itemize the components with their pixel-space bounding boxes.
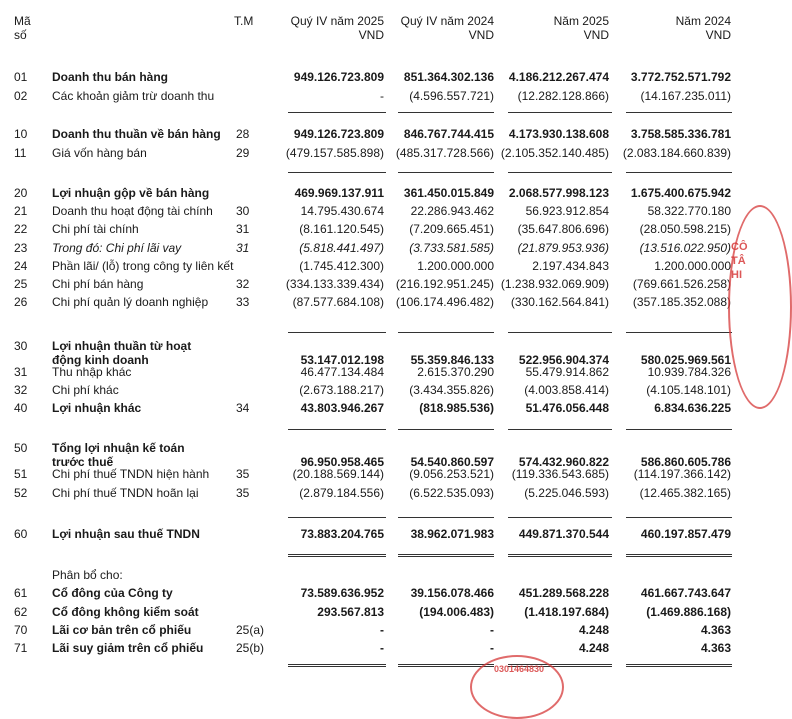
table-row [0, 526, 744, 543]
table-row [0, 338, 744, 367]
cell-q4-2025: 53.147.012.198 [300, 353, 384, 367]
cell-q4-2025: (1.745.412.300) [299, 259, 384, 273]
cell-q4-2024: (7.209.665.451) [409, 222, 494, 236]
company-seal-side [728, 205, 792, 409]
cell-year-2025: (12.282.128.866) [517, 89, 609, 103]
cell-year-2025: 449.871.370.544 [518, 527, 609, 541]
cell-q4-2024: - [490, 623, 494, 637]
table-row [0, 466, 744, 483]
cell-year-2025: (1.238.932.069.909) [500, 277, 609, 291]
header-col1-title: Quý IV năm 2025 [290, 14, 384, 28]
cell-q4-2025: (479.157.585.898) [285, 146, 384, 160]
table-row [0, 203, 744, 220]
seal-side-text: CÔ TÂ HI [731, 241, 748, 281]
cell-q4-2024: (4.596.557.721) [409, 89, 494, 103]
cell-q4-2025: (20.188.569.144) [292, 467, 384, 481]
header-col2-title: Quý IV năm 2024 [400, 14, 494, 28]
row-code: 11 [14, 146, 27, 160]
cell-year-2025: 522.956.904.374 [518, 353, 609, 367]
cell-q4-2025: 949.126.723.809 [293, 70, 384, 84]
table-row [0, 185, 744, 202]
cell-q4-2024: - [490, 641, 494, 655]
row-label: Phân bổ cho: [52, 568, 123, 582]
cell-year-2024: 1.675.400.675.942 [630, 186, 731, 200]
table-row [0, 485, 744, 502]
cell-year-2024: (769.661.526.258) [632, 277, 731, 291]
row-code: 31 [14, 365, 28, 379]
row-label: Chi phí quản lý doanh nghiệp [52, 295, 209, 309]
cell-year-2025: 574.432.960.822 [518, 455, 609, 469]
cell-q4-2024: (6.522.535.093) [409, 486, 494, 500]
cell-year-2025: (5.225.046.593) [524, 486, 609, 500]
cell-q4-2024: 22.286.943.462 [410, 204, 494, 218]
row-note: 35 [236, 467, 250, 481]
cell-year-2024: 1.200.000.000 [654, 259, 731, 273]
cell-year-2024: 10.939.784.326 [647, 365, 731, 379]
row-label: Chi phí khác [52, 383, 119, 397]
row-label: Chi phí thuế TNDN hoãn lại [52, 486, 199, 500]
cell-year-2024: 4.363 [700, 641, 731, 655]
row-code: 71 [14, 641, 28, 655]
row-code: 21 [14, 204, 28, 218]
cell-year-2025: 51.476.056.448 [525, 401, 609, 415]
row-note: 33 [236, 295, 250, 309]
cell-q4-2025: (5.818.441.497) [299, 241, 384, 255]
table-row [0, 126, 744, 143]
row-label: Lãi cơ bản trên cổ phiếu [52, 623, 192, 637]
row-label: Lợi nhuận gộp về bán hàng [52, 186, 210, 200]
cell-q4-2024: 39.156.078.466 [410, 586, 494, 600]
cell-year-2024: (28.050.598.215) [639, 222, 731, 236]
row-code: 30 [14, 339, 28, 353]
header-code-line2: số [14, 28, 27, 42]
cell-year-2024: (4.105.148.101) [646, 383, 731, 397]
row-code: 10 [14, 127, 28, 141]
row-label: Lợi nhuận thuần từ hoạt [52, 339, 192, 353]
cell-year-2024: 3.758.585.336.781 [630, 127, 731, 141]
row-label: Doanh thu hoạt động tài chính [52, 204, 213, 218]
row-label: Lợi nhuận khác [52, 401, 142, 415]
cell-q4-2025: 293.567.813 [317, 605, 384, 619]
header-col-q4-2024 [401, 14, 494, 42]
row-code: 01 [14, 70, 28, 84]
row-label: Doanh thu thuần về bán hàng [52, 127, 221, 141]
cell-q4-2024: 38.962.071.983 [410, 527, 494, 541]
cell-q4-2025: (8.161.120.545) [299, 222, 384, 236]
cell-year-2025: 55.479.914.862 [525, 365, 609, 379]
cell-q4-2024: (485.317.728.566) [395, 146, 494, 160]
row-code: 20 [14, 186, 28, 200]
table-row [0, 622, 744, 639]
cell-year-2025: (1.418.197.684) [524, 605, 609, 619]
cell-q4-2025: 96.950.958.465 [300, 455, 384, 469]
row-label: Phần lãi/ (lỗ) trong công ty liên kết [52, 259, 234, 273]
cell-q4-2025: (2.879.184.556) [299, 486, 384, 500]
cell-year-2024: 580.025.969.561 [640, 353, 731, 367]
row-label: Trong đó: Chi phí lãi vay [52, 241, 182, 255]
cell-year-2025: 2.197.434.843 [532, 259, 609, 273]
table-row [0, 567, 744, 584]
row-label-line2: trước thuế [52, 455, 114, 469]
cell-q4-2025: (2.673.188.217) [299, 383, 384, 397]
cell-q4-2024: 846.767.744.415 [403, 127, 494, 141]
cell-year-2025: 451.289.568.228 [518, 586, 609, 600]
header-code-line1: Mã [14, 14, 31, 28]
row-label: Lợi nhuận sau thuế TNDN [52, 527, 200, 541]
cell-q4-2024: 2.615.370.290 [417, 365, 494, 379]
cell-year-2025: 56.923.912.854 [525, 204, 609, 218]
row-code: 61 [14, 586, 28, 600]
row-code: 24 [14, 259, 28, 273]
cell-q4-2025: 43.803.946.267 [300, 401, 384, 415]
cell-q4-2024: 1.200.000.000 [417, 259, 494, 273]
header-col3-unit: VND [583, 28, 609, 42]
row-note: 25(a) [236, 623, 265, 637]
row-code: 32 [14, 383, 28, 397]
row-note: 34 [236, 401, 250, 415]
cell-year-2025: (2.105.352.140.485) [500, 146, 609, 160]
cell-q4-2025: 949.126.723.809 [293, 127, 384, 141]
cell-year-2024: (13.516.022.950) [639, 241, 731, 255]
header-note: T.M [234, 14, 254, 28]
cell-year-2025: (330.162.564.841) [510, 295, 609, 309]
row-label: Chi phí thuế TNDN hiện hành [52, 467, 210, 481]
row-code: 62 [14, 605, 28, 619]
table-row [0, 88, 744, 105]
row-code: 60 [14, 527, 28, 541]
row-note: 28 [236, 127, 250, 141]
row-code: 52 [14, 486, 28, 500]
cell-q4-2025: (334.133.339.434) [285, 277, 384, 291]
cell-year-2024: 6.834.636.225 [654, 401, 731, 415]
row-note: 29 [236, 146, 250, 160]
cell-year-2024: 4.363 [700, 623, 731, 637]
cell-year-2025: (4.003.858.414) [524, 383, 609, 397]
row-code: 40 [14, 401, 28, 415]
cell-q4-2025: 14.795.430.674 [300, 204, 384, 218]
row-note: 32 [236, 277, 250, 291]
row-code: 70 [14, 623, 28, 637]
table-row [0, 276, 744, 293]
table-row [0, 400, 744, 417]
cell-year-2024: (357.185.352.088) [632, 295, 731, 309]
table-row [0, 604, 744, 621]
cell-q4-2025: - [380, 641, 384, 655]
row-label: Giá vốn hàng bán [52, 146, 147, 160]
row-code: 23 [14, 241, 28, 255]
row-code: 50 [14, 441, 28, 455]
table-row [0, 69, 744, 86]
seal-number: 0301464830 [494, 664, 545, 674]
row-label: Tổng lợi nhuận kế toán [52, 441, 185, 455]
row-label: Chi phí tài chính [52, 222, 139, 236]
table-row [0, 585, 744, 602]
table-row [0, 221, 744, 238]
cell-year-2024: (1.469.886.168) [646, 605, 731, 619]
cell-q4-2025: 469.969.137.911 [294, 186, 384, 200]
cell-q4-2024: 361.450.015.849 [403, 186, 494, 200]
header-col-q4-2025 [291, 14, 384, 42]
row-note: 25(b) [236, 641, 265, 655]
cell-q4-2025: (87.577.684.108) [292, 295, 384, 309]
header-col4-unit: VND [705, 28, 731, 42]
cell-q4-2025: 73.589.636.952 [300, 586, 384, 600]
header-col1-unit: VND [358, 28, 384, 42]
cell-q4-2024: (3.733.581.585) [409, 241, 494, 255]
cell-q4-2024: (194.006.483) [419, 605, 494, 619]
table-row [0, 364, 744, 381]
header-col-year-2025 [554, 14, 609, 42]
table-row [0, 382, 744, 399]
cell-q4-2025: 46.477.134.484 [300, 365, 384, 379]
row-label: Các khoản giảm trừ doanh thu [52, 89, 215, 103]
cell-year-2024: (12.465.382.165) [639, 486, 731, 500]
cell-q4-2025: 73.883.204.765 [300, 527, 384, 541]
cell-year-2024: (14.167.235.011) [640, 89, 731, 103]
table-row [0, 294, 744, 311]
header-col4-title: Năm 2024 [675, 14, 731, 28]
cell-year-2024: 460.197.857.479 [640, 527, 731, 541]
cell-year-2025: 4.248 [578, 641, 609, 655]
cell-q4-2024: 55.359.846.133 [410, 353, 494, 367]
row-code: 22 [14, 222, 28, 236]
cell-q4-2024: 851.364.302.136 [403, 70, 494, 84]
table-row [0, 640, 744, 657]
row-label: Chi phí bán hàng [52, 277, 144, 291]
cell-year-2024: 586.860.605.786 [640, 455, 731, 469]
header-col2-unit: VND [468, 28, 494, 42]
table-row [0, 240, 744, 257]
row-label: Cổ đông của Công ty [52, 586, 173, 600]
cell-q4-2025: - [380, 623, 384, 637]
row-note: 30 [236, 204, 250, 218]
row-note: 31 [236, 241, 250, 255]
cell-year-2025: (21.879.953.936) [517, 241, 609, 255]
row-code: 02 [14, 89, 28, 103]
cell-q4-2025: - [380, 89, 384, 103]
row-note: 35 [236, 486, 250, 500]
row-label: Thu nhập khác [52, 365, 132, 379]
header-col-year-2024 [676, 14, 731, 42]
cell-year-2024: 461.667.743.647 [640, 586, 731, 600]
cell-q4-2024: 54.540.860.597 [410, 455, 494, 469]
cell-year-2024: (114.197.366.142) [633, 467, 731, 481]
row-code: 26 [14, 295, 28, 309]
cell-year-2024: 58.322.770.180 [647, 204, 731, 218]
cell-q4-2024: (106.174.496.482) [395, 295, 494, 309]
row-code: 51 [14, 467, 28, 481]
cell-year-2025: (119.336.543.685) [511, 467, 609, 481]
row-label: Doanh thu bán hàng [52, 70, 168, 84]
row-label: Cổ đông không kiểm soát [52, 605, 199, 619]
row-note: 31 [236, 222, 250, 236]
cell-year-2025: 4.248 [578, 623, 609, 637]
cell-year-2025: 2.068.577.998.123 [508, 186, 609, 200]
cell-q4-2024: (216.192.951.245) [395, 277, 494, 291]
table-row [0, 258, 744, 275]
row-code: 25 [14, 277, 28, 291]
cell-year-2024: (2.083.184.660.839) [622, 146, 731, 160]
header-col3-title: Năm 2025 [553, 14, 609, 28]
cell-q4-2024: (9.056.253.521) [409, 467, 494, 481]
cell-year-2025: (35.647.806.696) [517, 222, 609, 236]
table-row [0, 145, 744, 162]
table-row [0, 440, 744, 469]
header-code [14, 14, 31, 42]
cell-year-2025: 4.186.212.267.474 [508, 70, 609, 84]
cell-q4-2024: (818.985.536) [419, 401, 494, 415]
cell-q4-2024: (3.434.355.826) [409, 383, 494, 397]
row-label: Lãi suy giảm trên cổ phiếu [52, 641, 204, 655]
cell-year-2024: 3.772.752.571.792 [630, 70, 731, 84]
cell-year-2025: 4.173.930.138.608 [508, 127, 609, 141]
row-label-line2: động kinh doanh [52, 353, 149, 367]
